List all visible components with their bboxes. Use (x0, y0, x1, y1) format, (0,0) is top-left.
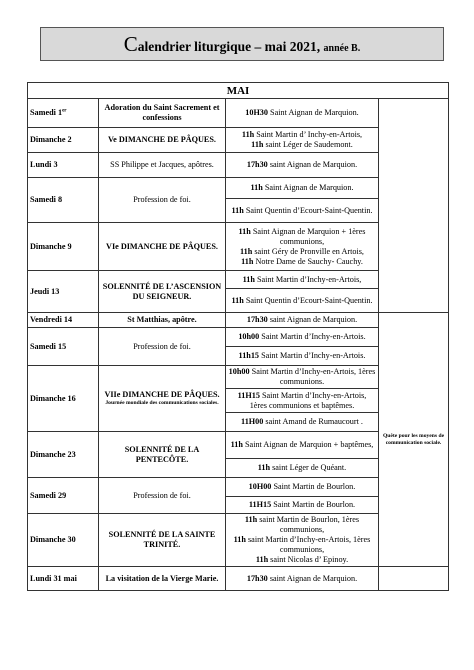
mass-place: saint Aignan de Marquion. (267, 160, 358, 169)
mass-place: Saint Aignan de Marquion. (268, 108, 359, 117)
table-row (28, 99, 449, 128)
feast-label: Adoration du Saint Sacrement et confessions (104, 103, 220, 122)
mass-time: 10h00 (238, 332, 260, 341)
feast-note: Journée mondiale des communications sociales. (105, 400, 219, 406)
feast-cell (99, 153, 226, 178)
mass-place: Saint Quentin d’Ecourt-Saint-Quentin. (243, 205, 373, 215)
mass-cell (226, 328, 379, 347)
side-note-cell (379, 313, 449, 567)
feast-label: Profession de foi. (133, 341, 191, 351)
day-superscript: er (62, 108, 67, 114)
side-note-cell (379, 99, 449, 313)
day-label: Dimanche 23 (30, 449, 76, 459)
mass-place: Saint Martin d’Inchy-en-Artois, 1ères communions. (249, 367, 376, 386)
side-note: Quête pour les moyens de communication sociale. (382, 432, 445, 446)
mass-cell (226, 99, 379, 128)
feast-cell (99, 478, 226, 514)
mass-place: saint Aignan de Marquion. (267, 573, 358, 583)
mass-time: 17h30 (246, 315, 268, 324)
title-small: année B. (323, 43, 361, 54)
mass-time: 11h (241, 130, 255, 139)
day-label: Dimanche 9 (30, 241, 72, 251)
month-header: MAI (28, 83, 449, 99)
feast-label: Ve DIMANCHE DE PÂQUES. (108, 135, 216, 144)
mass-time: 10H30 (245, 108, 268, 117)
mass-time: 11h (231, 205, 244, 215)
day-cell (28, 313, 99, 328)
day-cell (28, 153, 99, 178)
day-label: Vendredi 14 (30, 315, 73, 324)
mass-cell (226, 366, 379, 389)
mass-time: 11h (238, 226, 251, 236)
day-cell (28, 271, 99, 313)
feast-label: La visitation de la Vierge Marie. (105, 573, 219, 583)
mass-place: saint Martin d’Inchy-en-Artois, 1ères communions, (245, 535, 371, 554)
title-initial: C (123, 32, 138, 56)
mass-cell (226, 289, 379, 313)
title-main: alendrier liturgique – mai 2021, (137, 39, 324, 54)
mass-place: saint Martin de Bourlon, 1ères communions, (257, 515, 360, 534)
feast-label: SS Philippe et Jacques, apôtres. (110, 160, 214, 169)
mass-time: 11h (244, 515, 258, 524)
day-cell (28, 99, 99, 128)
day-label: Jeudi 13 (30, 286, 60, 296)
day-cell (28, 432, 99, 478)
mass-place: Saint Martin d’Inchy-en-Artois, (254, 274, 362, 284)
mass-cell (226, 347, 379, 366)
mass-time: 11H00 (241, 417, 264, 426)
mass-time: 10H00 (248, 482, 272, 491)
mass-time: 11h (240, 246, 253, 256)
mass-place: Saint Martin de Bourlon. (271, 482, 356, 491)
day-cell (28, 223, 99, 271)
day-cell (28, 328, 99, 366)
month-row (28, 83, 449, 99)
mass-place: saint Léger de Quéant. (270, 463, 347, 472)
mass-place: saint Géry de Pronville en Artois, (252, 246, 364, 256)
feast-cell (99, 567, 226, 591)
day-cell (28, 366, 99, 432)
mass-cell (226, 178, 379, 199)
side-note-cell (379, 567, 449, 591)
mass-time: 17h30 (246, 573, 268, 583)
mass-cell (226, 413, 379, 432)
mass-cell (226, 271, 379, 289)
mass-place: saint Nicolas d’ Epinoy. (268, 555, 349, 564)
mass-time: 11h (231, 295, 244, 305)
table-row (28, 313, 449, 328)
day-cell (28, 178, 99, 223)
mass-cell (226, 153, 379, 178)
mass-place: Saint Aignan de Marquion + baptêmes, (242, 440, 374, 449)
mass-time: 11H15 (237, 390, 260, 400)
day-cell (28, 128, 99, 153)
feast-cell (99, 99, 226, 128)
mass-cell (226, 497, 379, 514)
day-label: Samedi 29 (30, 490, 67, 500)
day-label: Lundi 31 mai (30, 573, 77, 583)
mass-place: Saint Martin de Bourlon. (271, 500, 356, 509)
mass-place: saint Amand de Rumaucourt . (263, 417, 363, 426)
mass-time: 11h (251, 140, 264, 149)
mass-cell (226, 389, 379, 413)
mass-place: saint Léger de Saudemont. (263, 140, 353, 149)
mass-time: 11h15 (238, 351, 260, 360)
day-label: Dimanche 2 (30, 135, 72, 144)
feast-label: SOLENNITÉ DE LA PENTECÔTE. (124, 444, 200, 464)
mass-place: Saint Aignan de Marquion. (262, 183, 354, 192)
day-label: Dimanche 30 (30, 535, 76, 544)
feast-cell (99, 223, 226, 271)
day-label: Dimanche 16 (30, 393, 76, 403)
feast-cell (99, 128, 226, 153)
feast-label: St Matthias, apôtre. (127, 315, 197, 324)
mass-time: 11h (230, 440, 243, 449)
day-cell (28, 514, 99, 567)
mass-time: 11h (250, 183, 263, 192)
day-label: Lundi 3 (30, 160, 58, 169)
mass-place: Notre Dame de Sauchy- Cauchy. (253, 256, 363, 266)
mass-place: Saint Aignan de Marquion + 1ères communions, (250, 226, 366, 246)
day-label: Samedi 1 (30, 108, 63, 117)
page-title (40, 27, 444, 61)
feast-label: SOLENNITÉ DE LA SAINTE TRINITÉ. (108, 530, 216, 549)
day-label: Samedi 15 (30, 341, 67, 351)
feast-cell (99, 313, 226, 328)
mass-place: Saint Quentin d’Ecourt-Saint-Quentin. (243, 295, 373, 305)
feast-label: VIe DIMANCHE DE PÂQUES. (106, 241, 218, 251)
mass-cell (226, 199, 379, 223)
feast-label: VIIe DIMANCHE DE PÂQUES. (104, 390, 220, 399)
mass-place: Saint Martin d’Inchy-en-Artois. (259, 351, 366, 360)
mass-cell (226, 478, 379, 497)
day-label: Samedi 8 (30, 195, 63, 204)
mass-cell (226, 567, 379, 591)
feast-cell (99, 514, 226, 567)
mass-time: 10h00 (228, 367, 250, 376)
feast-cell (99, 366, 226, 432)
feast-cell (99, 328, 226, 366)
mass-time: 11h (257, 463, 271, 472)
mass-cell (226, 459, 379, 478)
calendar-table (27, 82, 449, 591)
mass-time: 11h (242, 274, 255, 284)
mass-place: Saint Martin d’Inchy-en-Artois. (259, 332, 366, 341)
mass-time: 11h (233, 535, 246, 544)
feast-label: Profession de foi. (133, 195, 191, 204)
mass-cell (226, 313, 379, 328)
mass-place: Saint Martin d’Inchy-en-Artois, 1ères communions et baptêmes. (249, 390, 367, 410)
feast-cell (99, 271, 226, 313)
mass-time: 11h (241, 256, 254, 266)
mass-time: 11H15 (248, 500, 272, 509)
mass-place: saint Aignan de Marquion. (267, 315, 358, 324)
mass-time: 11h (255, 555, 269, 564)
feast-cell (99, 178, 226, 223)
mass-cell (226, 514, 379, 567)
feast-label: SOLENNITÉ DE L’ASCENSION DU SEIGNEUR. (102, 281, 222, 301)
feast-cell (99, 432, 226, 478)
table-row (28, 567, 449, 591)
mass-cell (226, 432, 379, 459)
mass-place: Saint Martin d’ Inchy-en-Artois, (254, 130, 363, 139)
mass-time: 17h30 (246, 160, 268, 169)
mass-cell (226, 223, 379, 271)
day-cell (28, 567, 99, 591)
feast-label: Profession de foi. (133, 490, 191, 500)
mass-cell (226, 128, 379, 153)
day-cell (28, 478, 99, 514)
